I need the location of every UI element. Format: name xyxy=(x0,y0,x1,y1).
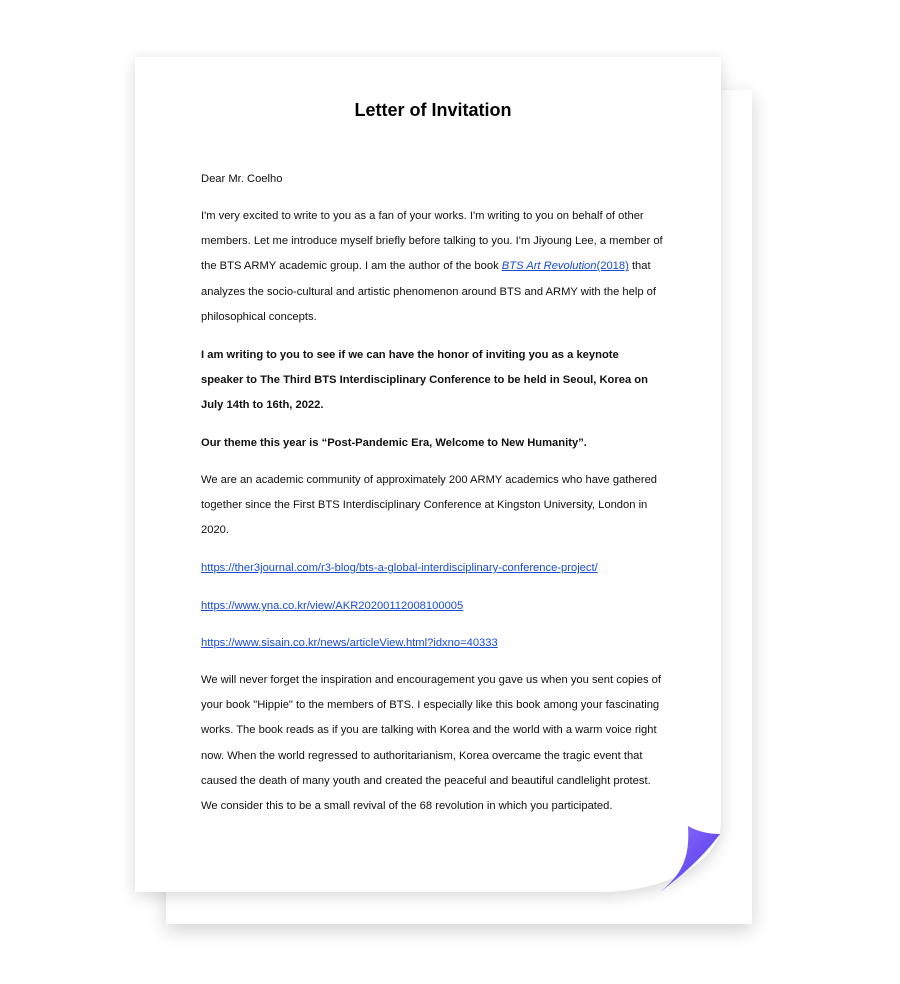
paragraph-hippie: We will never forget the inspiration and encouragement you gave us when you sent copies of your book "Hippie" to the members of BTS. I especially like this book among your fascinating works. The book reads as if you are talking with Korea and the world with a warm voice right now. When the world regressed to authoritarianism, Korea overcame the tragic event that caused the death of many youth and created the peaceful and beautiful candlelight protest. We consider this to be a small revival of the 68 revolution in which you participated. xyxy=(201,674,661,813)
link-ther3journal[interactable]: https://ther3journal.com/r3-blog/bts-a-global-interdisciplinary-conference-project/ xyxy=(201,562,598,574)
paragraph-community: We are an academic community of approximately 200 ARMY academics who have gathered together since the First BTS Interdisciplinary Conference at Kingston University, London in 2020. xyxy=(201,474,658,537)
link-sisain[interactable]: https://www.sisain.co.kr/news/articleView.html?idxno=40333 xyxy=(201,637,498,649)
paragraph-intro: I'm very excited to write to you as a fan of your works. I'm writing to you on behalf of other members. Let me introduce myself briefly before talking to you. I'm Jiyoung Lee, a member of the BTS ARMY academic group. I am the author of the book BTS Art Revolution(2018) that analyzes the socio-cultural and artistic phenomenon around BTS and ARMY with the help of philosophical concepts. xyxy=(201,210,663,323)
page-title: Letter of Invitation xyxy=(354,100,512,120)
paragraph-theme: Our theme this year is “Post-Pandemic Era, Welcome to New Humanity”. xyxy=(201,437,587,449)
paragraph-invitation: I am writing to you to see if we can have the honor of inviting you as a keynote speaker to The Third BTS Interdisciplinary Conference to be held in Seoul, Korea on July 14th to 16th, 2022. xyxy=(201,349,648,412)
link-yna[interactable]: https://www.yna.co.kr/view/AKR20200112008100005 xyxy=(201,600,464,612)
salutation: Dear Mr. Coelho xyxy=(201,173,283,185)
book-link[interactable]: BTS Art Revolution(2018) xyxy=(501,260,629,273)
page-curl-icon xyxy=(620,820,720,892)
